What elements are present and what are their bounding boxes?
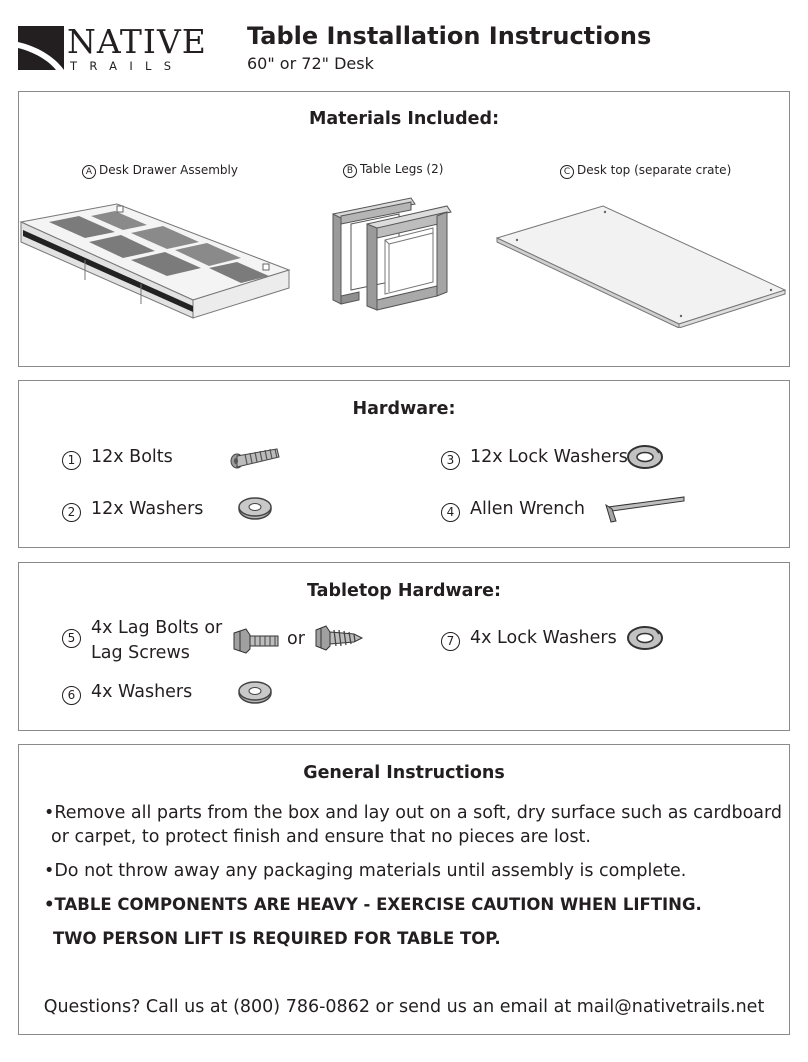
lag-bolts-label-line1: 4x Lag Bolts or: [91, 618, 223, 638]
lock-washer-icon: [626, 443, 664, 471]
lock-washer-icon: [626, 624, 664, 652]
hardware-item-bolts: 1 12x Bolts: [62, 445, 173, 470]
logo-mark-icon: [18, 26, 64, 70]
item-number-7: 7: [441, 632, 460, 651]
item-number-1: 1: [62, 451, 81, 470]
instruction-item-1: •Remove all parts from the box and lay out on a soft, dry surface such as cardboard or carpet, to protect finish and ensure that no pieces are lost.: [44, 803, 783, 847]
marker-a: A: [82, 165, 96, 179]
hardware-panel: [18, 380, 790, 548]
lag-screw-icon: [314, 624, 364, 652]
desk-drawer-assembly-illustration: [19, 200, 295, 322]
lag-bolts-label-line2: Lag Screws: [91, 643, 190, 663]
page-title: Table Installation Instructions: [247, 22, 652, 50]
contact-line: Questions? Call us at (800) 786-0862 or send us an email at mail@nativetrails.net: [43, 997, 765, 1017]
tabletop-hardware-heading: Tabletop Hardware:: [307, 581, 501, 601]
item-number-2: 2: [62, 503, 81, 522]
marker-c: C: [560, 165, 574, 179]
materials-heading: Materials Included:: [308, 109, 500, 129]
item-number-6: 6: [62, 686, 81, 705]
hardware-item-allen-wrench: 4 Allen Wrench: [441, 497, 585, 522]
hardware-heading: Hardware:: [352, 399, 456, 419]
material-label-b: B Table Legs (2): [343, 161, 443, 178]
item-number-3: 3: [441, 451, 460, 470]
or-text: or: [287, 629, 305, 649]
native-trails-logo: [18, 24, 210, 76]
logo-trails-text: TRAILS: [70, 59, 184, 73]
page-subtitle: 60" or 72" Desk: [247, 54, 374, 73]
allen-wrench-icon: [602, 493, 686, 523]
material-label-c: C Desk top (separate crate): [560, 162, 731, 179]
hardware-item-washers: 2 12x Washers: [62, 497, 203, 522]
washer-icon: [237, 495, 273, 521]
bolt-icon: [229, 445, 291, 471]
tabletop-item-lock-washers: 7 4x Lock Washers: [441, 626, 617, 651]
table-legs-illustration: [329, 196, 457, 314]
material-label-a: A Desk Drawer Assembly: [82, 162, 238, 179]
item-number-4: 4: [441, 503, 460, 522]
lag-bolt-icon: [232, 627, 280, 655]
instruction-item-2: •Do not throw away any packaging materials until assembly is complete.: [44, 861, 687, 881]
general-instructions-panel: [18, 744, 790, 1035]
instruction-item-3-warning: •TABLE COMPONENTS ARE HEAVY - EXERCISE CAUTION WHEN LIFTING. TWO PERSON LIFT IS REQUIRED FOR TABLE TOP.: [44, 895, 702, 948]
marker-b: B: [343, 164, 357, 178]
materials-panel: [18, 91, 790, 367]
tabletop-hardware-panel: [18, 562, 790, 731]
general-instructions-heading: General Instructions: [303, 763, 505, 783]
desk-top-illustration: [495, 204, 789, 328]
tabletop-item-washers: 6 4x Washers: [62, 680, 192, 705]
hardware-item-lock-washers: 3 12x Lock Washers: [441, 445, 628, 470]
logo-native-text: NATIVE: [67, 22, 207, 61]
washer-icon: [237, 679, 273, 705]
item-number-5: 5: [62, 629, 81, 648]
